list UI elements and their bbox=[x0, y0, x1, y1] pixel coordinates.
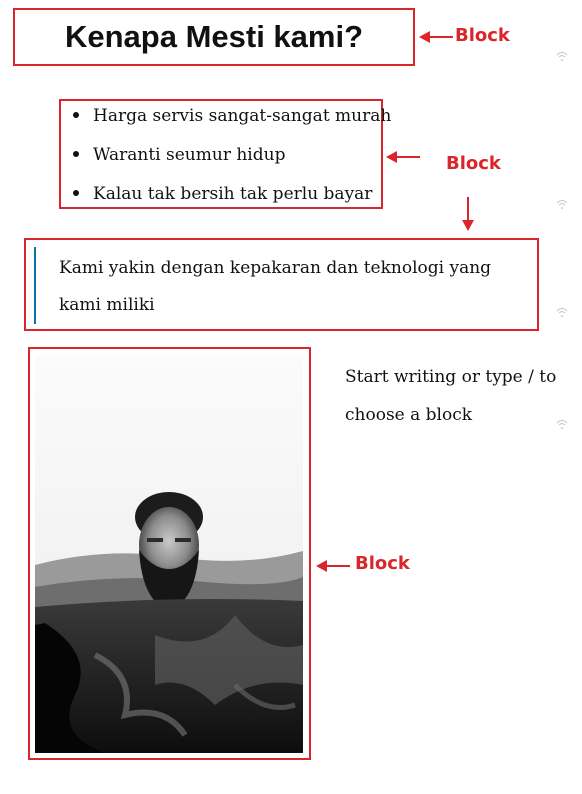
arrow-left-icon bbox=[316, 559, 350, 573]
block-annotation-label: Block bbox=[355, 553, 410, 574]
quote-block[interactable] bbox=[24, 238, 539, 331]
wifi-icon bbox=[556, 418, 568, 430]
list-item-text: Harga servis sangat-sangat murah bbox=[93, 106, 392, 126]
arrow-left-icon bbox=[419, 30, 453, 44]
paragraph-placeholder[interactable]: Start writing or type / to choose a block bbox=[345, 367, 557, 425]
wifi-icon bbox=[556, 306, 568, 318]
list-item[interactable] bbox=[73, 145, 285, 165]
list-item-text: Kalau tak bersih tak perlu bayar bbox=[93, 184, 373, 204]
list-item-text: Waranti seumur hidup bbox=[93, 145, 286, 165]
list-item[interactable] bbox=[73, 106, 391, 126]
block-annotation-label: Block bbox=[455, 25, 510, 46]
wifi-icon bbox=[556, 50, 568, 62]
list-block[interactable] bbox=[59, 99, 392, 209]
bullet-icon bbox=[73, 151, 79, 157]
quote-text[interactable]: Kami yakin dengan kepakaran dan teknologi yang kami miliki bbox=[59, 258, 492, 315]
arrow-down-icon bbox=[461, 197, 475, 231]
portrait-photo[interactable] bbox=[35, 355, 303, 753]
image-block[interactable] bbox=[28, 347, 311, 760]
block-annotation-label: Block bbox=[446, 153, 501, 174]
arrow-left-icon bbox=[386, 150, 420, 164]
list-item[interactable] bbox=[73, 184, 372, 204]
bullet-icon bbox=[73, 190, 79, 196]
wifi-icon bbox=[556, 198, 568, 210]
heading-block[interactable] bbox=[13, 8, 415, 66]
page-heading[interactable]: Kenapa Mesti kami? bbox=[64, 19, 364, 54]
quote-border bbox=[34, 247, 36, 324]
photo-image bbox=[35, 355, 303, 753]
bullet-icon bbox=[73, 112, 79, 118]
